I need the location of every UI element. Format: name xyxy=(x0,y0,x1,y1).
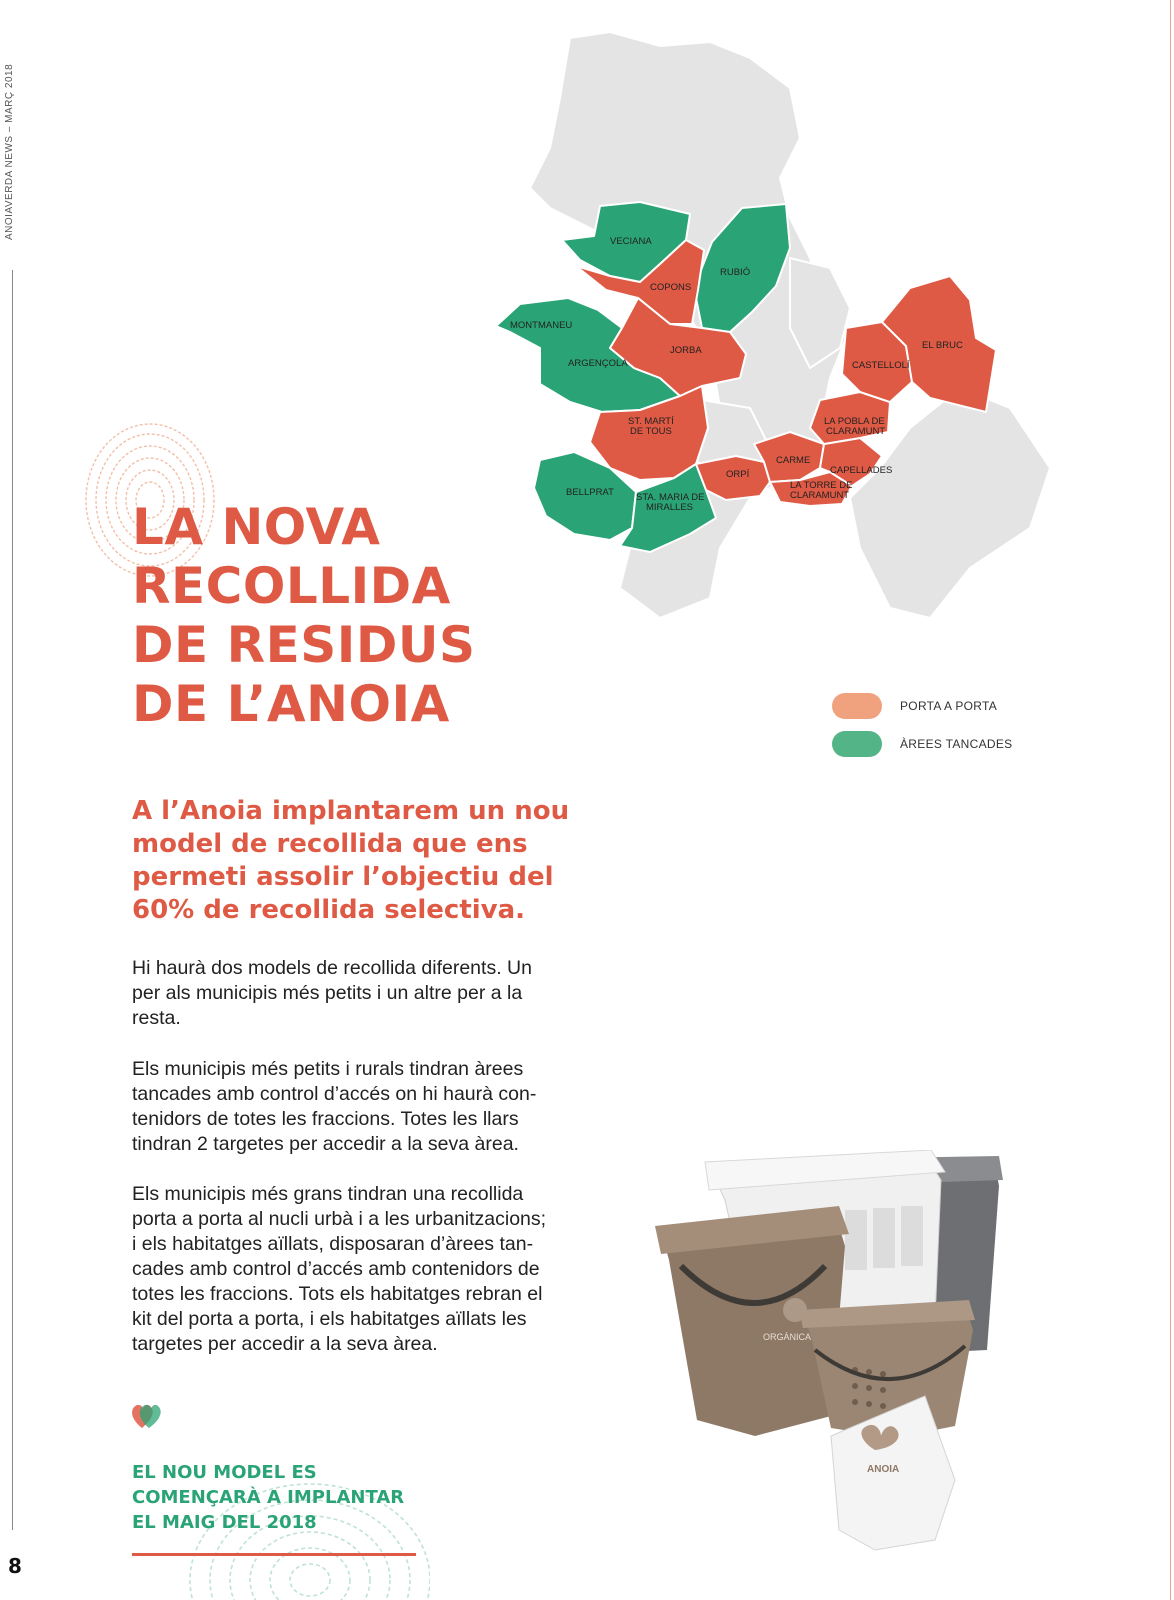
lead-paragraph xyxy=(132,795,602,927)
legend-item-arees-tancades xyxy=(832,726,1012,762)
callout xyxy=(132,1460,404,1535)
lead-line: permeti assolir l’objectiu del xyxy=(132,862,554,892)
map-label: MIRALLES xyxy=(646,502,693,513)
title-line: DE L’ANOIA xyxy=(132,675,450,733)
body-line: Els municipis més grans tindran una recollida xyxy=(132,1183,524,1205)
right-edge-rule xyxy=(1170,0,1171,1600)
map-label: CASTELLOLÍ xyxy=(852,360,910,371)
map-label: CAPELLADES xyxy=(830,465,893,476)
heart-logo-icon xyxy=(130,1402,162,1430)
map-label: ARGENÇOLA xyxy=(568,358,628,369)
map-label: ORPÍ xyxy=(726,469,750,480)
municipality-map xyxy=(490,28,1070,648)
page-number: 8 xyxy=(8,1554,22,1578)
map-label: BELLPRAT xyxy=(566,487,614,498)
map-label: STA. MARIA DE xyxy=(636,492,705,503)
callout-line: COMENÇARÀ A IMPLANTAR xyxy=(132,1487,405,1508)
map-label: JORBA xyxy=(670,345,702,356)
body-line: cades amb control d’accés amb contenidors de xyxy=(132,1258,540,1280)
map-label: EL BRUC xyxy=(922,340,963,351)
legend-label: ÀREES TANCADES xyxy=(900,737,1013,751)
legend-swatch-orange xyxy=(832,693,882,719)
body-line: tenidors de totes les fraccions. Totes les llars xyxy=(132,1108,519,1130)
running-header: ANOIAVERDA NEWS – MARÇ 2018 xyxy=(4,63,15,240)
map-label: DE TOUS xyxy=(630,426,672,437)
body-paragraph-3 xyxy=(132,1182,602,1357)
body-line: Els municipis més petits i rurals tindran àrees xyxy=(132,1058,524,1080)
callout-line: EL MAIG DEL 2018 xyxy=(132,1512,317,1533)
body-line: targetes per accedir a la seva àrea. xyxy=(132,1333,438,1355)
callout-line: EL NOU MODEL ES xyxy=(132,1462,317,1483)
title-line: LA NOVA xyxy=(132,498,381,556)
lead-line: A l’Anoia implantarem un nou xyxy=(132,796,570,826)
body-line: tindran 2 targetes per accedir a la seva àrea. xyxy=(132,1133,519,1155)
bag-label: ANOIA xyxy=(867,1464,900,1475)
body-line: per als municipis més petits i un altre per a la xyxy=(132,982,523,1004)
legend-swatch-green xyxy=(832,731,882,757)
legend-item-porta-a-porta xyxy=(832,688,1012,724)
map-label: MONTMANEU xyxy=(510,320,573,331)
bin-label: ORGÀNICA xyxy=(763,1332,812,1342)
body-line: Hi haurà dos models de recollida diferents. Un xyxy=(132,957,532,979)
legend-label: PORTA A PORTA xyxy=(900,699,998,713)
map-label: COPONS xyxy=(650,282,692,293)
map-legend xyxy=(832,688,1012,764)
waste-bins-photo xyxy=(655,1150,1015,1570)
map-label: CLARAMUNT xyxy=(826,426,886,437)
callout-rule xyxy=(132,1553,416,1556)
body-line: resta. xyxy=(132,1007,181,1029)
title-line: RECOLLIDA xyxy=(132,557,451,615)
body-paragraph-2 xyxy=(132,1057,602,1157)
map-label: RUBIÓ xyxy=(720,267,751,278)
map-label: LA TORRE DE xyxy=(790,480,853,491)
lead-line: 60% de recollida selectiva. xyxy=(132,895,526,925)
page-title xyxy=(132,498,475,734)
map-label: CLARAMUNT xyxy=(790,490,850,501)
body-line: kit del porta a porta, i els habitatges aïllats les xyxy=(132,1308,527,1330)
map-label: CARME xyxy=(776,455,811,466)
map-label: VECIANA xyxy=(610,236,652,247)
body-line: tancades amb control d’accés on hi haurà con- xyxy=(132,1083,537,1105)
map-label: ST. MARTÍ xyxy=(628,416,674,427)
side-rule xyxy=(12,270,13,1530)
body-line: i els habitatges aïllats, disposaran d’àrees tan- xyxy=(132,1233,534,1255)
title-line: DE RESIDUS xyxy=(132,616,476,674)
body-paragraph-1 xyxy=(132,956,602,1031)
body-line: porta a porta al nucli urbà i a les urbanitzacions; xyxy=(132,1208,547,1230)
map-label: LA POBLA DE xyxy=(824,416,885,427)
body-line: totes les fraccions. Tots els habitatges rebran el xyxy=(132,1283,543,1305)
lead-line: model de recollida que ens xyxy=(132,829,528,859)
